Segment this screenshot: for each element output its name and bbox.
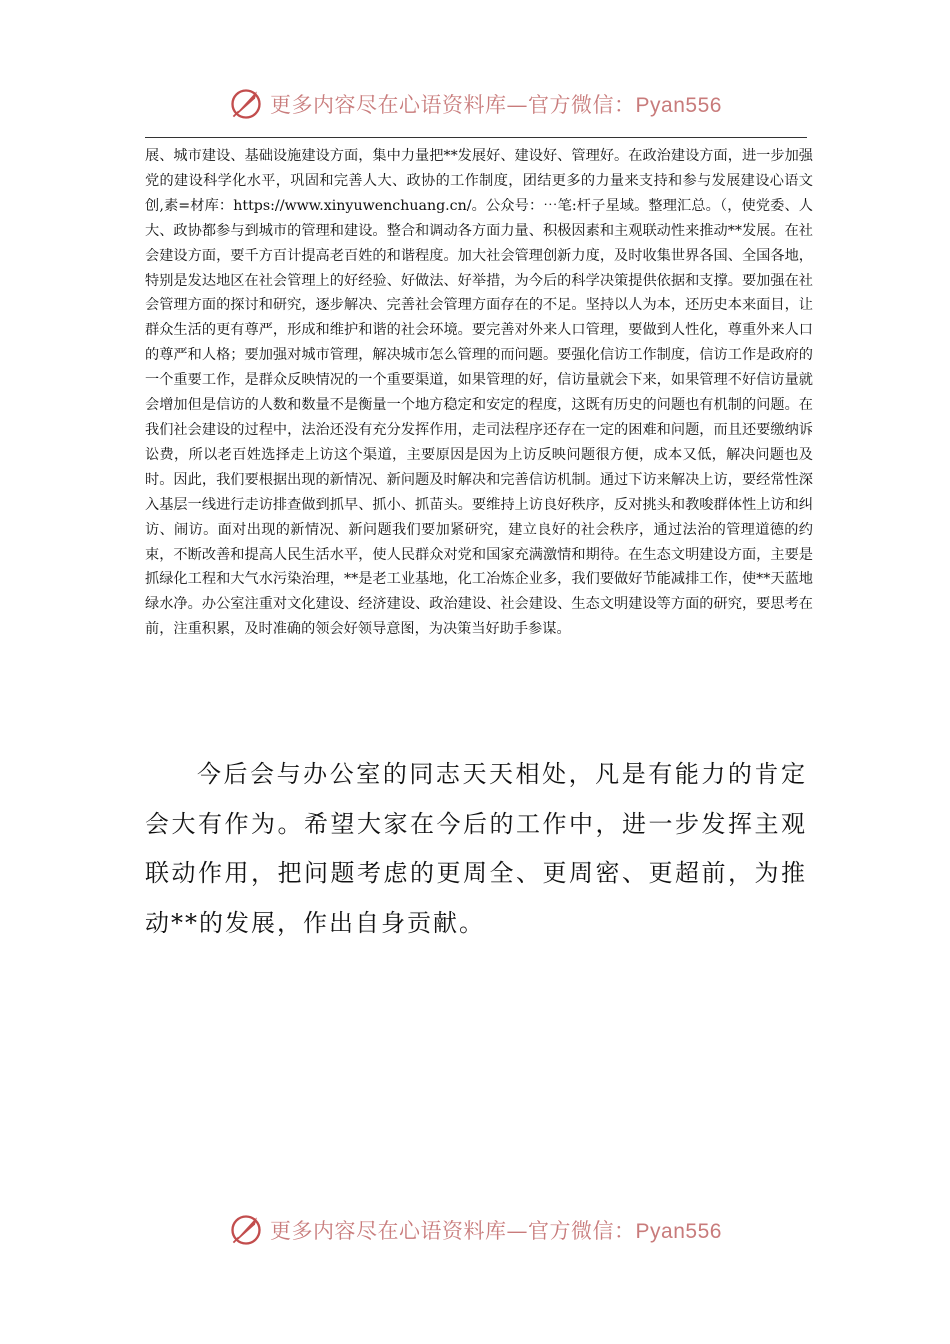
quill-logo-icon [228, 86, 264, 122]
quill-logo-icon [228, 1212, 264, 1248]
header-banner [0, 84, 950, 124]
footer-wechat-id: Pyan556 [635, 1220, 722, 1243]
header-banner-text: 更多内容尽在心语资料库—官方微信：Pyan556 [270, 93, 722, 117]
footer-banner-text: 更多内容尽在心语资料库—官方微信：Pyan556 [270, 1219, 722, 1243]
header-wechat-id: Pyan556 [635, 94, 722, 117]
footer-banner [0, 1210, 950, 1250]
header-divider [145, 137, 807, 138]
body-paragraph: 展、城市建设、基础设施建设方面，集中力量把**发展好、建设好、管理好。在政治建设方面，进一步加强党的建设科学化水平，巩固和完善人大、政协的工作制度，团结更多的力量来支持和参与发展建设心语文创,素=材库：https://www.xinyuwenchuang.cn/。公众号：⋯笔:杆子星域。整理汇总。（，使党委、人大、政协都参与到城市的管理和建设。整合和调动各方面力量、积极因素和主观联动性来推动**发展。在社会建设方面，要千方百计提高老百姓的和谐程度。加大社会管理创新力度，及时收集世界各国、全国各地，特别是发达地区在社会管理上的好经验、好做法、好举措，为今后的科学决策提供依据和支撑。要加强在社会管理方面的探讨和研究，逐步解决、完善社会管理方面存在的不足。坚持以人为本，还历史本来面目，让群众生活的更有尊严，形成和维护和谐的社会环境。要完善对外来人口管理，要做到人性化，尊重外来人口的尊严和人格；要加强对城市管理，解决城市怎么管理的而问题。要强化信访工作制度，信访工作是政府的一个重要工作，是群众反映情况的一个重要渠道，如果管理的好，信访量就会下来，如果管理不好信访量就会增加但是信访的人数和数量不是衡量一个地方稳定和安定的程度，这既有历史的问题也有机制的问题。在我们社会建设的过程中，法治还没有充分发挥作用，走司法程序还存在一定的困难和问题，而且还要缴纳诉讼费，所以老百姓选择走上访这个渠道，主要原因是因为上访反映问题很方便，成本又低，解决问题也及时。因此，我们要根据出现的新情况、新问题及时解决和完善信访机制。通过下访来解决上访，要经常性深入基层一线进行走访排查做到抓早、抓小、抓苗头。要维持上访良好秩序，反对挑头和教唆群体性上访和纠访、闹访。面对出现的新情况、新问题我们要加紧研究，建立良好的社会秩序，通过法治的管理道德的约束，不断改善和提高人民生活水平，使人民群众对党和国家充满激情和期待。在生态文明建设方面，主要是抓绿化工程和大气水污染治理，**是老工业基地，化工冶炼企业多，我们要做好节能减排工作，使**天蓝地绿水净。办公室注重对文化建设、经济建设、政治建设、社会建设、生态文明建设等方面的研究，要思考在前，注重积累，及时准确的领会好领导意图，为决策当好助手参谋。 [145, 148, 813, 638]
closing-paragraph: 今后会与办公室的同志天天相处，凡是有能力的肯定会大有作为。希望大家在今后的工作中，进一步发挥主观联动作用，把问题考虑的更周全、更周密、更超前，为推动**的发展，作出自身贡献。 [145, 760, 807, 937]
